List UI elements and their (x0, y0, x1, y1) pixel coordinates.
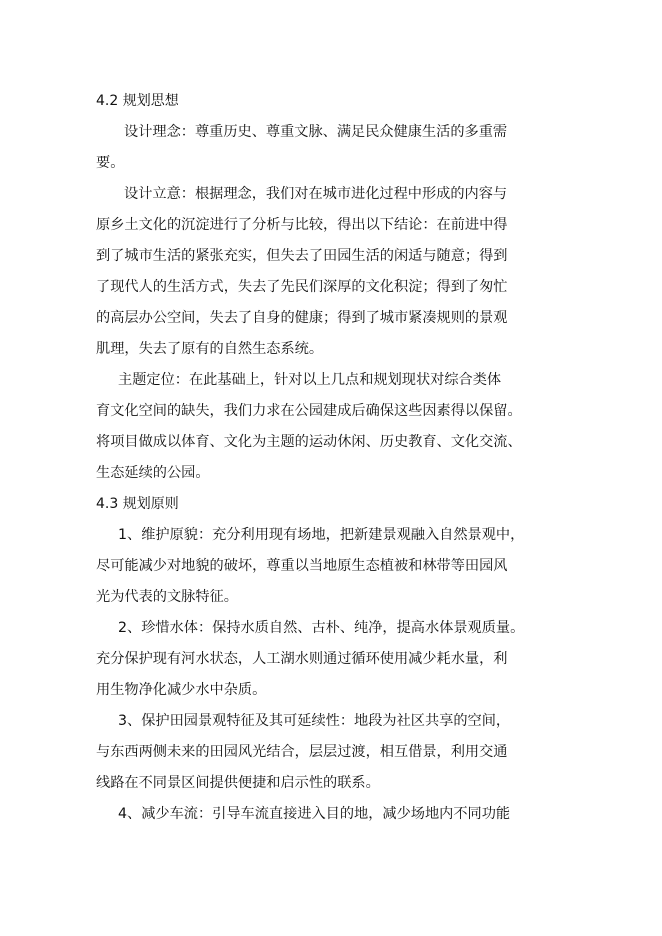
list-item-line: 用生物净化减少水中杂质。 (96, 682, 267, 698)
list-item-line: 4、减少车流：引导车流直接进入目的地，减少场地内不同功能 (118, 806, 511, 822)
list-item-line: 线路在不同景区间提供便捷和启示性的联系。 (96, 775, 380, 791)
paragraph-line: 主题定位：在此基础上，针对以上几点和规划现状对综合类体 (118, 372, 502, 388)
list-item-line: 2、珍惜水体：保持水质自然、古朴、纯净，提高水体景观质量。 (118, 620, 525, 636)
paragraph-line: 将项目做成以体育、文化为主题的运动休闲、历史教育、文化交流、 (96, 434, 522, 450)
list-item-line: 1、维护原貌：充分利用现有场地，把新建景观融入自然景观中， (118, 527, 525, 543)
paragraph-line: 了现代人的生活方式，失去了先民们深厚的文化积淀；得到了匆忙 (96, 279, 508, 295)
paragraph-line: 要。 (96, 155, 125, 171)
list-item-line: 充分保护现有河水状态，人工湖水则通过循环使用减少耗水量，利 (96, 651, 508, 667)
paragraph-line: 到了城市生活的紧张充实，但失去了田园生活的闲适与随意；得到 (96, 248, 508, 264)
section-heading-4-3: 4.3 规划原则 (96, 496, 179, 512)
paragraph-line: 设计理念：尊重历史、尊重文脉、满足民众健康生活的多重需 (124, 124, 508, 140)
list-item-line: 3、保护田园景观特征及其可延续性：地段为社区共享的空间， (118, 713, 511, 729)
section-heading-4-2: 4.2 规划思想 (96, 93, 179, 109)
paragraph-line: 的高层办公空间，失去了自身的健康；得到了城市紧凑规则的景观 (96, 310, 508, 326)
list-item-line: 尽可能减少对地貌的破坏，尊重以当地原生态植被和林带等田园风 (96, 558, 508, 574)
paragraph-line: 肌理，失去了原有的自然生态系统。 (96, 341, 324, 357)
paragraph-line: 生态延续的公园。 (96, 465, 210, 481)
paragraph-line: 设计立意：根据理念，我们对在城市进化过程中形成的内容与 (124, 186, 508, 202)
paragraph-line: 育文化空间的缺失，我们力求在公园建成后确保这些因素得以保留。 (96, 403, 522, 419)
paragraph-line: 原乡土文化的沉淀进行了分析与比较，得出以下结论：在前进中得 (96, 217, 508, 233)
document-body (96, 86, 556, 830)
list-item-line: 与东西两侧未来的田园风光结合，层层过渡，相互借景，利用交通 (96, 744, 508, 760)
list-item-line: 光为代表的文脉特征。 (96, 589, 238, 605)
